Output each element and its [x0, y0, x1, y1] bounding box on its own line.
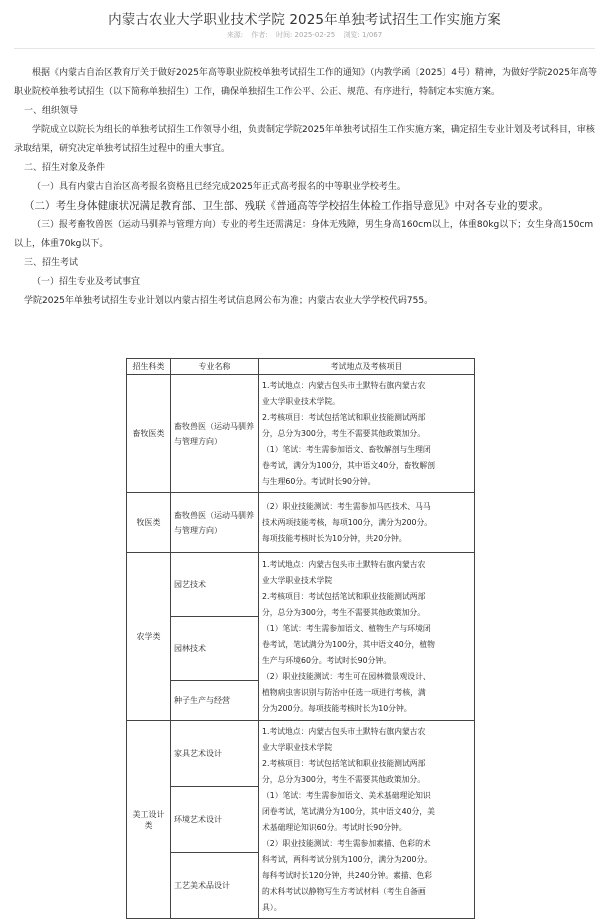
- details-line: 2.考核项目：考试包括笔试和职业技能测试两部: [262, 758, 426, 768]
- details-line: 分，总分为300分，考生不需要其他政策加分。: [262, 774, 426, 784]
- meta-source: 来源:: [226, 31, 244, 39]
- details-cell: [259, 493, 475, 553]
- admission-plan-table: [126, 358, 475, 919]
- table-row: [127, 721, 475, 787]
- details-line: 每项技能考核时长为10分钟，共20分钟。: [262, 533, 407, 543]
- details-line: 每科考试时长120分钟，共240分钟。素描、色彩: [262, 870, 433, 880]
- details-line: （2）职业技能测试：考生可在园林微景观设计、: [262, 671, 431, 681]
- major-cell: 畜牧兽医（运动马驯养与管理方向）: [171, 493, 259, 553]
- details-cell: [259, 553, 475, 721]
- details-line: 术基础理论知识60分。考试时长90分钟。: [262, 822, 407, 832]
- details-cell: [259, 375, 475, 493]
- major-cell: 园林技术: [171, 617, 259, 681]
- details-line: 2.考核项目：考试包括笔试和职业技能测试两部: [262, 412, 426, 422]
- eligibility-item-2: （二）考生身体健康状况满足教育部、卫生部、残联《普通高等学校招生体检工作指导意见》中对各专业的要求。: [24, 200, 549, 212]
- major-cell: 工艺美术品设计: [171, 853, 259, 919]
- category-cell: 农学类: [127, 553, 171, 721]
- major-cell: 园艺技术: [171, 553, 259, 617]
- section-heading-exam: 三、招生考试: [24, 258, 79, 268]
- details-line: 科考试，两科考试分别为100分，满分为200分。: [262, 854, 433, 864]
- intro-paragraph: 根据《内蒙古自治区教育厅关于做好2025年高等职业院校单独考试招生工作的通知》（内教学函〔2025〕4号）精神，为做好学院2025年高等职业院校单独考试招生（以下简称单独招生）工作，确保单独招生工作公平、公正、规范、有序进行，特制定本实施方案。: [14, 68, 597, 97]
- details-line: 业大学职业技术学院: [262, 575, 333, 585]
- details-line: 与生理60分。考试时长90分钟。: [262, 476, 376, 486]
- eligibility-item-3: （三）报考畜牧兽医（运动马驯养与管理方向）专业的考生还需满足：身体无残障，男生身高160cm以上，体重80kg以下；女生身高150cm以上，体重70kg以下。: [14, 220, 594, 249]
- meta-time: 时间: 2025-02-25: [275, 31, 336, 39]
- meta-author: 作者:: [251, 31, 268, 39]
- details-line: 卷考试，满分为100分，其中语文40分，畜牧解剖: [262, 460, 435, 470]
- major-cell: 环境艺术设计: [171, 787, 259, 853]
- details-line: 业大学职业技术学院: [262, 742, 333, 752]
- header-category: 招生科类: [127, 359, 171, 375]
- section-heading-eligibility: 二、招生对象及条件: [24, 163, 106, 173]
- details-line: 的术科考试以静物写生方考试材料（考生自备画: [262, 886, 426, 896]
- meta-views: 浏览: 1/067: [343, 31, 383, 39]
- major-cell: 畜牧兽医（运动马驯养与管理方向）: [171, 375, 259, 493]
- title-divider: [14, 48, 595, 49]
- article-body: [14, 64, 602, 311]
- details-line: （2）职业技能测试：考生需参加马匹技术、马马: [262, 501, 431, 511]
- details-line: （1）笔试：考生需参加语文、美术基础理论知识: [262, 790, 431, 800]
- details-line: （2）职业技能测试：考生需参加素描、色彩的术: [262, 838, 431, 848]
- details-line: 2.考核项目：考试包括笔试和职业技能测试两部: [262, 591, 426, 601]
- details-line: 卷考试，笔试满分为100分，其中语文40分，植物: [262, 639, 435, 649]
- category-cell: 畜牧医类: [127, 375, 171, 493]
- details-line: 植物病虫害识别与防治中任选一项进行考核，满: [262, 687, 426, 697]
- table-row: [127, 493, 475, 553]
- exam-plan-paragraph: 学院2025年单独考试招生专业计划以内蒙古招生考试信息网公布为准；内蒙古农业大学学校代码755。: [24, 296, 434, 306]
- article-meta: [0, 30, 609, 40]
- details-line: 分，总分为300分，考生不需要其他政策加分。: [262, 607, 426, 617]
- table-row: [127, 375, 475, 493]
- details-line: （1）笔试：考生需参加语文、畜牧解剖与生理闭: [262, 444, 431, 454]
- page-title: 内蒙古农业大学职业技术学院 2025年单独考试招生工作实施方案: [108, 12, 501, 28]
- details-line: 分为200分。每项技能考核时长为10分钟。: [262, 703, 412, 713]
- details-line: 生产与环境60分。考试时长90分钟。: [262, 655, 391, 665]
- category-cell: 美工设计类: [127, 721, 171, 919]
- details-line: 技术两项技能考核，每项100分，满分为200分。: [262, 517, 433, 527]
- details-line: 业大学职业技术学院。: [262, 396, 340, 406]
- header-major: 专业名称: [171, 359, 259, 375]
- details-line: 1.考试地点：内蒙古包头市土默特右旗内蒙古农: [262, 559, 426, 569]
- details-line: （1）笔试：考生需参加语文、植物生产与环境闭: [262, 623, 431, 633]
- details-line: 闭卷考试，笔试满分为100分，其中语文40分，美: [262, 806, 435, 816]
- exam-subheading: （一）招生专业及考试事宜: [32, 277, 141, 287]
- category-cell: 牧医类: [127, 493, 171, 553]
- details-cell: [259, 721, 475, 919]
- section-heading-organization: 一、组织领导: [24, 106, 79, 116]
- organization-paragraph: 学院成立以院长为组长的单独考试招生工作领导小组，负责制定学院2025年单独考试招生工作实施方案，确定招生专业计划及考试科目，审核录取结果，研究决定单独考试招生过程中的重大事宜。: [14, 125, 595, 154]
- major-cell: 种子生产与经营: [171, 681, 259, 721]
- details-line: 1.考试地点：内蒙古包头市土默特右旗内蒙古农: [262, 726, 426, 736]
- header-details: 考试地点及考核项目: [259, 359, 475, 375]
- details-line: 分，总分为300分，考生不需要其他政策加分。: [262, 428, 426, 438]
- details-line: 1.考试地点：内蒙古包头市土默特右旗内蒙古农: [262, 380, 426, 390]
- details-line: 具）。: [262, 902, 282, 912]
- table-row: [127, 553, 475, 617]
- table-header-row: [127, 359, 475, 375]
- major-cell: 家具艺术设计: [171, 721, 259, 787]
- eligibility-item-1: （一）具有内蒙古自治区高考报名资格且已经完成2025年正式高考报名的中等职业学校考生。: [32, 182, 406, 192]
